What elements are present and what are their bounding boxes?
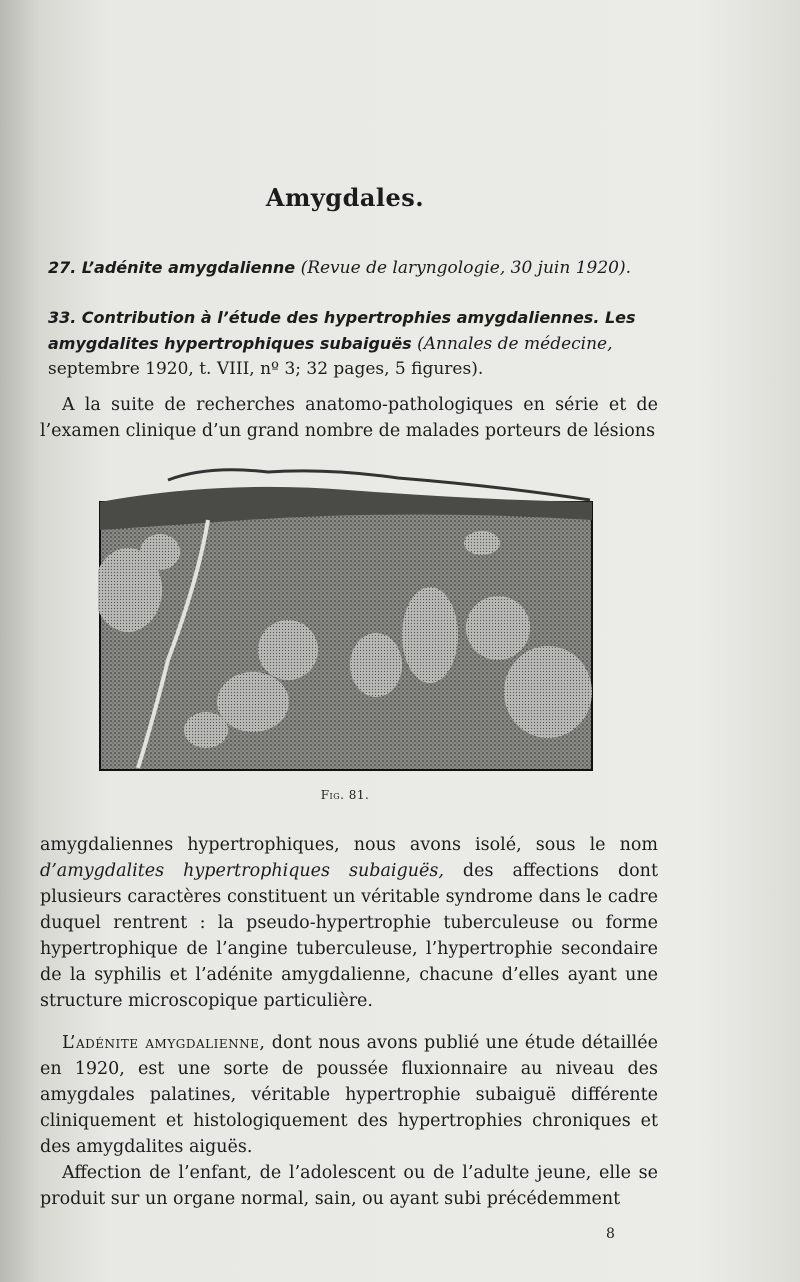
histology-illustration [98, 460, 598, 775]
intro-paragraph: A la suite de recherches anatomo-pathologiques en série et de l’examen clinique d’un grand nombre de malades porteurs de lésions [40, 395, 658, 441]
entry-title: Contribution à l’étude des hypertrophies amygdaliennes. Les amygdalites hypertrophiques subaiguës [48, 308, 636, 353]
section-title: Amygdales. [265, 183, 425, 212]
histology-figure [98, 460, 598, 775]
bibliography-entry-27 [48, 255, 658, 281]
continuation-paragraph: amygdaliennes hypertrophiques, nous avons isolé, sous le nom d’amygdalites hypertrophiques subaiguës, des affections dont plusieurs caractères constituent un véritable syndrome dans le cadre duquel rentrent : la pseudo-hypertrophie tuberculeuse ou forme hypertrophique de l’angine tuberculeuse, l’hypertrophie secondaire de la syphilis et l’adénite amygdalienne, chacune d’elles ayant une structure microscopique particulière. [40, 835, 658, 1011]
entry-number: 27. [48, 258, 77, 277]
adenite-paragraph: L’adénite amygdalienne, dont nous avons publié une étude détaillée en 1920, est une sorte de poussée fluxionnaire au niveau des amygdales palatines, véritable hypertrophie subaiguë différente cliniquement et histologiquement des hypertrophies chroniques et des amygdalites aiguës. [40, 1033, 658, 1157]
entry-reference-rest: septembre 1920, t. VIII, nº 3; 32 pages, 5 figures). [48, 359, 484, 379]
bibliography-entry-33 [48, 305, 658, 382]
page-number: 8 [606, 1226, 615, 1242]
entry-title: L’adénite amygdalienne [81, 258, 296, 277]
last-paragraph: Affection de l’enfant, de l’adolescent ou de l’adulte jeune, elle se produit sur un organe normal, sain, ou ayant subi précédemment [40, 1163, 658, 1209]
entry-number: 33. [48, 308, 77, 327]
entry-reference: (Annales de médecine, [417, 334, 613, 354]
entry-reference: (Revue de laryngologie, 30 juin 1920). [300, 258, 631, 278]
figure-caption: Fig. 81. [320, 788, 370, 802]
